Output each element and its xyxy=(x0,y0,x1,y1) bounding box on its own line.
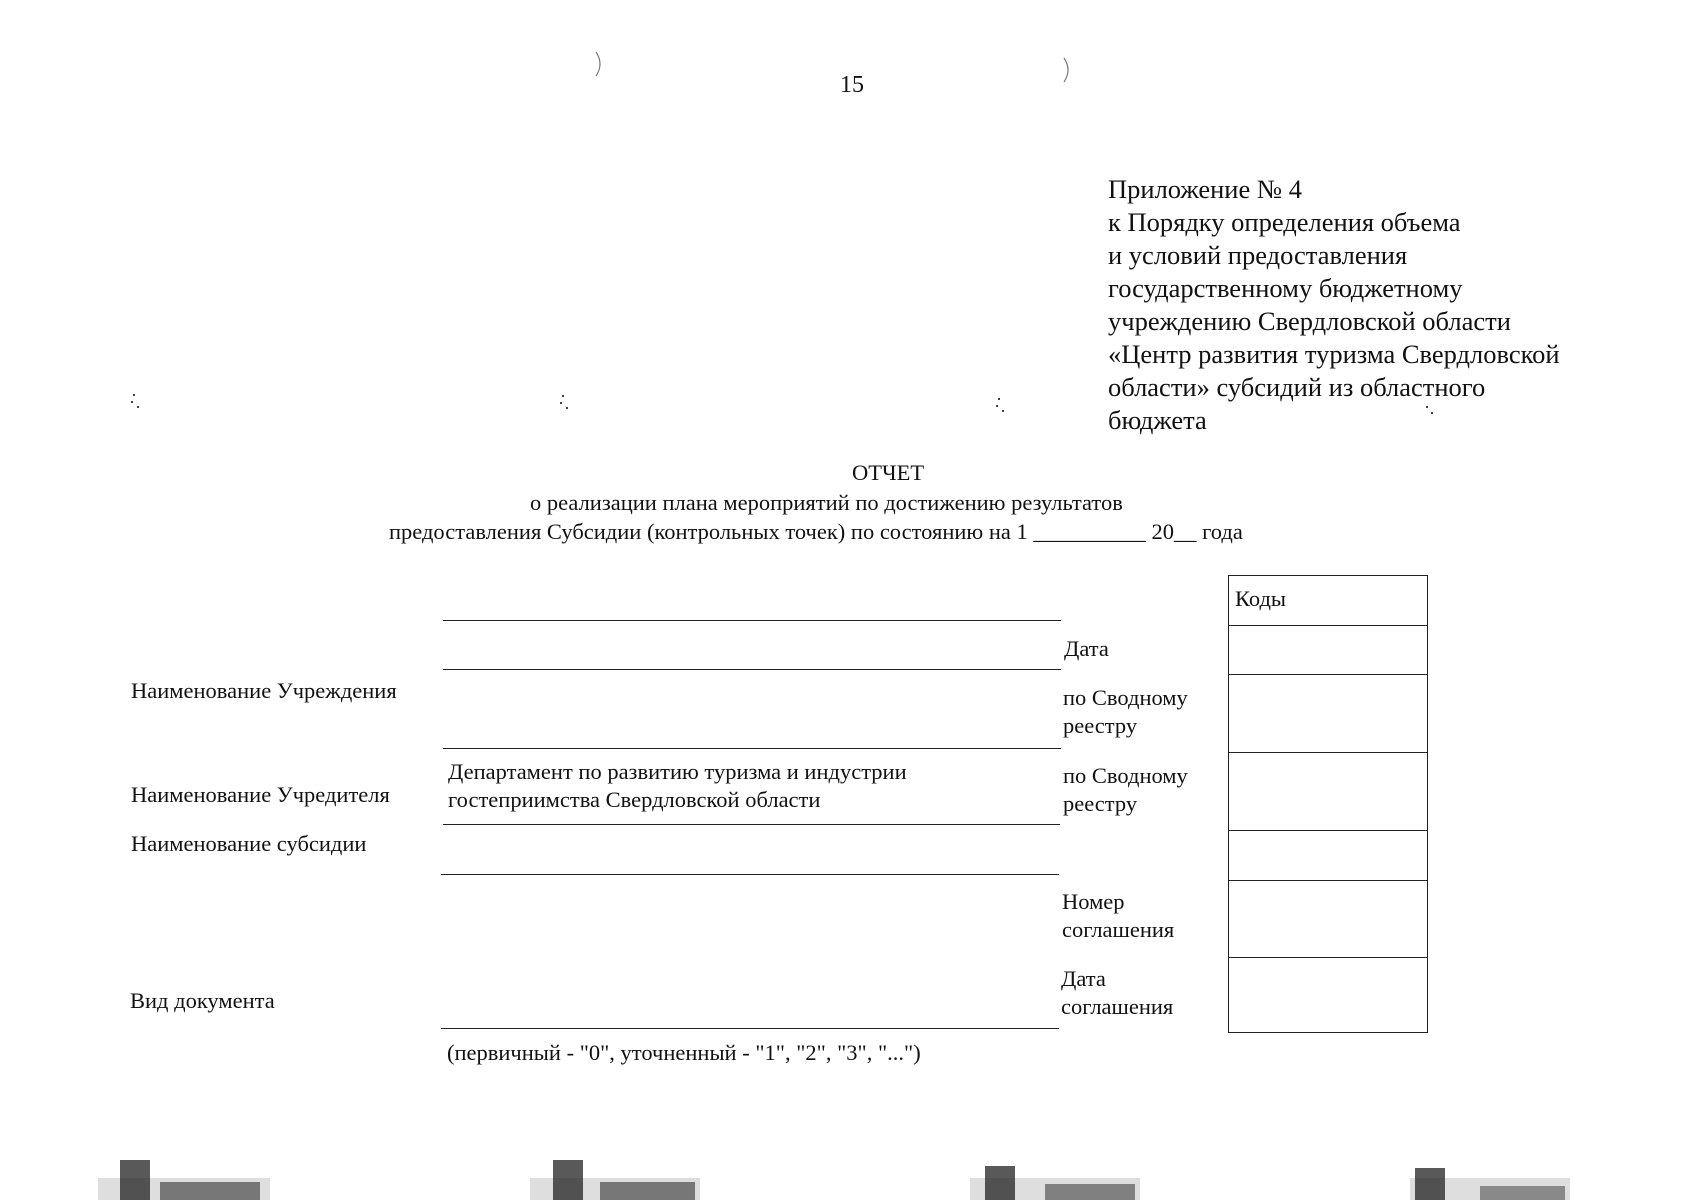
appendix-line: к Порядку определения объема xyxy=(1108,207,1461,237)
agreement-number-line1: Номер xyxy=(1062,889,1125,914)
agreement-date-line2: соглашения xyxy=(1061,994,1174,1019)
appendix-line: бюджета xyxy=(1108,405,1207,435)
scan-dots xyxy=(131,394,1433,414)
page-number: 15 xyxy=(840,72,864,98)
registry-label-1-line2: реестру xyxy=(1063,713,1138,738)
registry-label-2-line1: по Сводному xyxy=(1063,763,1188,788)
appendix-line: «Центр развития туризма Свердловской xyxy=(1108,339,1560,369)
appendix-line: области» субсидий из областного xyxy=(1108,372,1486,402)
registry-label-1-line1: по Сводному xyxy=(1063,685,1188,710)
agreement-number-line2: соглашения xyxy=(1062,917,1175,942)
report-subtitle-line2: предоставления Субсидии (контрольных точек) по состоянию на 1 __________ 20__ года xyxy=(389,519,1243,544)
appendix-line: и условий предоставления xyxy=(1108,240,1408,270)
appendix-line: государственному бюджетному xyxy=(1108,273,1463,303)
agreement-date-line1: Дата xyxy=(1061,966,1106,991)
appendix-line: учреждению Свердловской области xyxy=(1108,306,1511,336)
institution-label: Наименование Учреждения xyxy=(131,678,397,703)
report-subtitle-line1: о реализации плана мероприятий по достижению результатов xyxy=(530,490,1123,515)
scan-mark xyxy=(596,52,600,76)
report-title: ОТЧЕТ xyxy=(852,460,925,485)
date-label: Дата xyxy=(1064,636,1109,661)
appendix-line: Приложение № 4 xyxy=(1108,174,1303,204)
doc-type-note: (первичный - "0", уточненный - "1", "2", "3", "...") xyxy=(447,1040,921,1065)
scan-mark xyxy=(1064,58,1068,82)
codes-header: Коды xyxy=(1235,586,1287,611)
registry-label-2-line2: реестру xyxy=(1063,791,1138,816)
founder-value-line1: Департамент по развитию туризма и индустрии xyxy=(448,759,907,784)
doc-type-label: Вид документа xyxy=(130,988,275,1013)
founder-label: Наименование Учредителя xyxy=(131,782,390,807)
scan-smudges xyxy=(98,1160,1570,1200)
founder-value-line2: гостеприимства Свердловской области xyxy=(448,787,821,812)
subsidy-label: Наименование субсидии xyxy=(131,831,367,856)
